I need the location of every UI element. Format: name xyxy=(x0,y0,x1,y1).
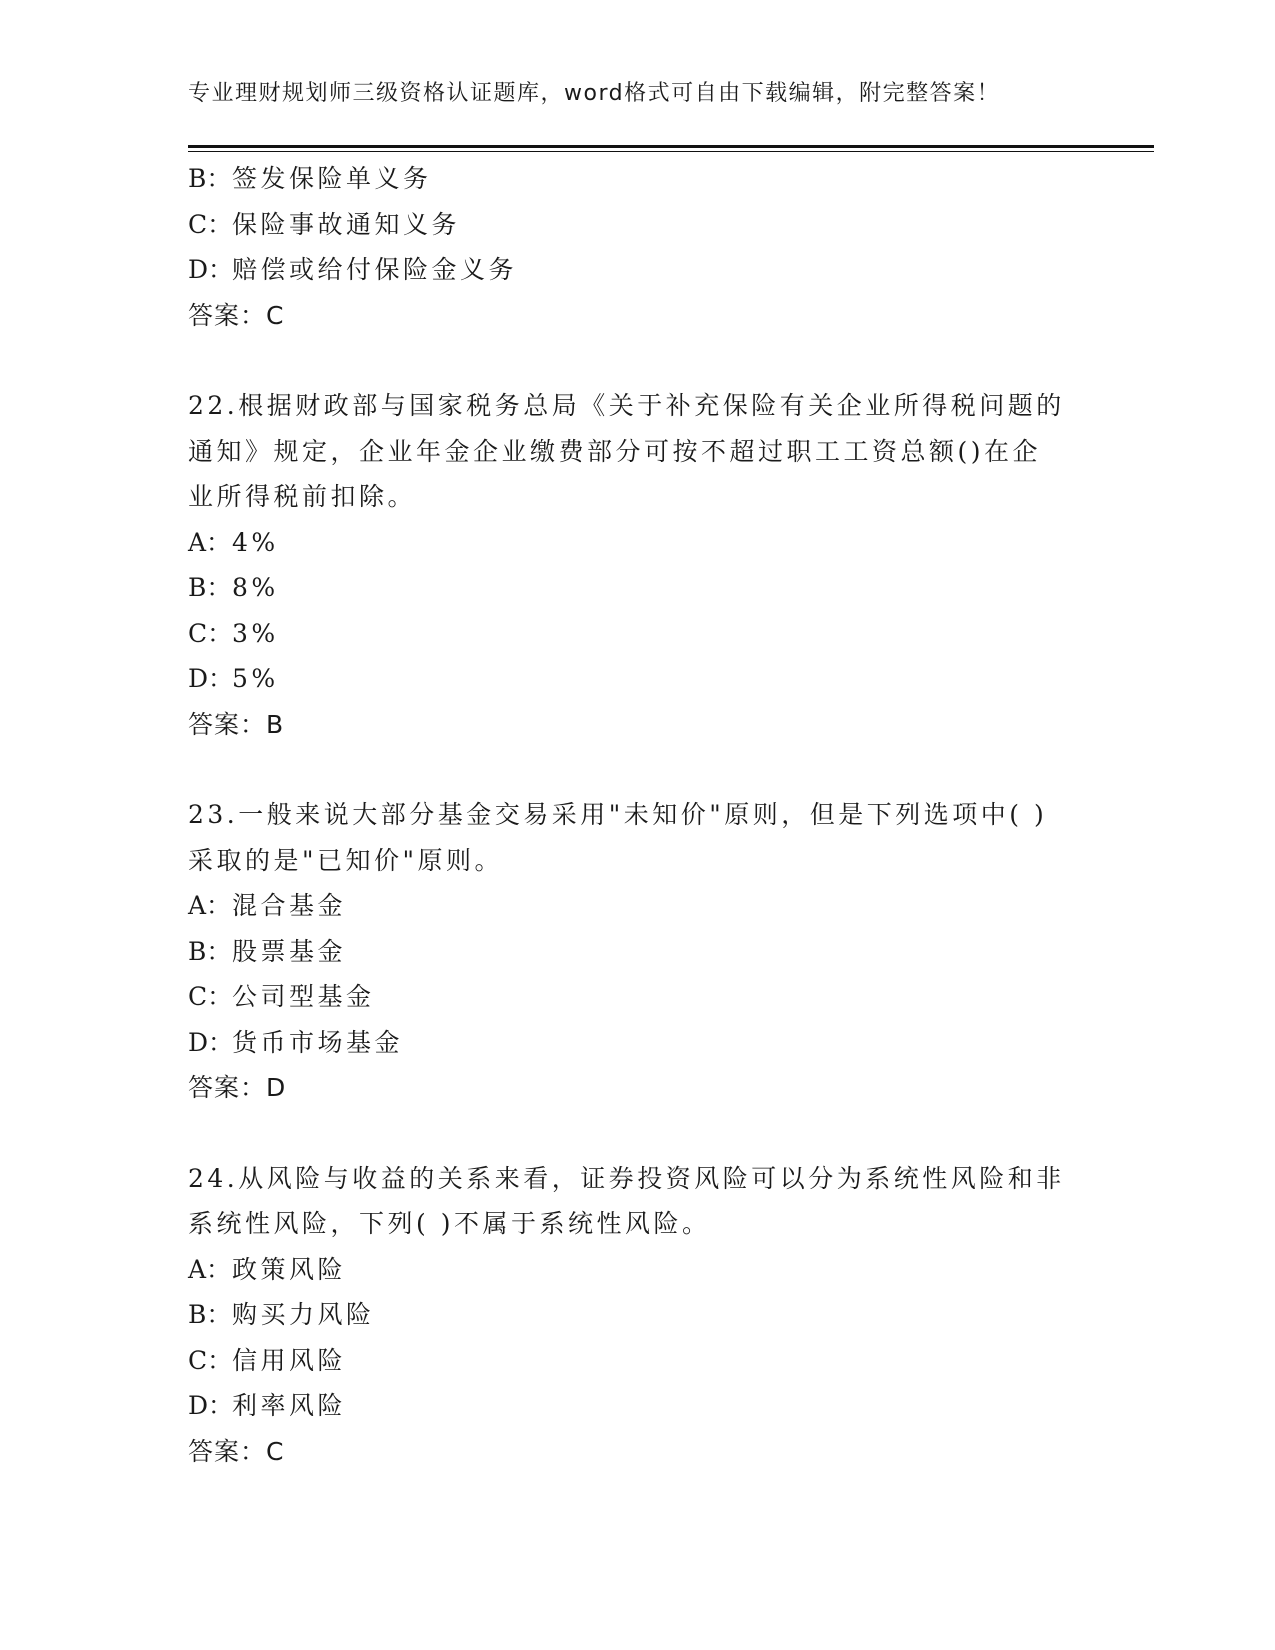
option-text: 3% xyxy=(232,618,279,648)
answer: 答案：B xyxy=(188,709,285,739)
option-c xyxy=(188,1338,1088,1384)
question-23 xyxy=(188,792,1088,1111)
option-text: 签发保险单义务 xyxy=(232,164,432,193)
option-text: 5% xyxy=(232,664,279,693)
option-letter: D： xyxy=(188,1391,234,1420)
option-a xyxy=(188,883,1088,929)
question-24 xyxy=(188,1156,1088,1475)
answer: 答案：D xyxy=(188,1073,287,1102)
option-a xyxy=(188,1247,1088,1293)
option-d xyxy=(188,656,1088,702)
option-b xyxy=(188,1292,1088,1338)
option-d xyxy=(188,1383,1088,1429)
option-letter: C： xyxy=(188,982,233,1011)
option-d xyxy=(188,247,1088,293)
option-letter: D： xyxy=(188,1027,234,1057)
option-letter: B： xyxy=(188,1300,232,1329)
option-letter: C： xyxy=(188,618,233,648)
option-text: 混合基金 xyxy=(232,891,347,920)
question-stem-line: 通知》规定，企业年金企业缴费部分可按不超过职工工资总额()在企 xyxy=(188,436,1042,466)
option-a xyxy=(188,520,1088,566)
question-21 xyxy=(188,156,1088,338)
option-text: 公司型基金 xyxy=(232,982,375,1011)
spacer xyxy=(188,1111,1088,1156)
option-letter: B： xyxy=(188,164,232,193)
header-divider-thin xyxy=(188,151,1154,152)
option-letter: D： xyxy=(188,255,234,284)
header-divider-thick xyxy=(188,145,1154,148)
option-d xyxy=(188,1020,1088,1066)
page-header: 专业理财规划师三级资格认证题库，word格式可自由下载编辑，附完整答案！ xyxy=(188,81,1001,106)
option-b xyxy=(188,565,1088,611)
option-letter: D： xyxy=(188,664,234,693)
option-b xyxy=(188,156,1088,202)
question-stem-line: 业所得税前扣除。 xyxy=(188,482,417,511)
option-text: 股票基金 xyxy=(232,936,347,966)
option-text: 保险事故通知义务 xyxy=(232,209,461,239)
question-stem-line: 24.从风险与收益的关系来看，证券投资风险可以分为系统性风险和非 xyxy=(188,1163,1065,1193)
option-text: 购买力风险 xyxy=(232,1300,375,1329)
question-22 xyxy=(188,383,1088,747)
option-b xyxy=(188,929,1088,975)
option-letter: A： xyxy=(188,1254,232,1284)
question-stem-line: 采取的是"已知价"原则。 xyxy=(188,845,503,875)
spacer xyxy=(188,338,1088,383)
option-text: 4% xyxy=(232,527,279,557)
answer: 答案：C xyxy=(188,1436,285,1466)
option-letter: A： xyxy=(188,527,232,557)
option-letter: C： xyxy=(188,209,233,239)
question-stem-line: 23.一般来说大部分基金交易采用"未知价"原则，但是下列选项中( ) xyxy=(188,800,1048,829)
option-text: 赔偿或给付保险金义务 xyxy=(232,255,518,284)
option-c xyxy=(188,611,1088,657)
question-stem-line: 系统性风险，下列( )不属于系统性风险。 xyxy=(188,1209,711,1238)
option-text: 信用风险 xyxy=(232,1345,347,1375)
option-text: 利率风险 xyxy=(232,1391,347,1420)
option-c xyxy=(188,974,1088,1020)
option-text: 政策风险 xyxy=(232,1254,347,1284)
option-letter: B： xyxy=(188,936,232,966)
option-text: 8% xyxy=(232,573,279,602)
option-letter: C： xyxy=(188,1345,233,1375)
option-letter: B： xyxy=(188,573,232,602)
option-letter: A： xyxy=(188,891,232,920)
option-text: 货币市场基金 xyxy=(232,1027,404,1057)
spacer xyxy=(188,747,1088,792)
question-list xyxy=(188,156,1088,1474)
answer: 答案：C xyxy=(188,300,285,330)
option-c xyxy=(188,202,1088,248)
question-stem-line: 22.根据财政部与国家税务总局《关于补充保险有关企业所得税问题的 xyxy=(188,391,1065,420)
